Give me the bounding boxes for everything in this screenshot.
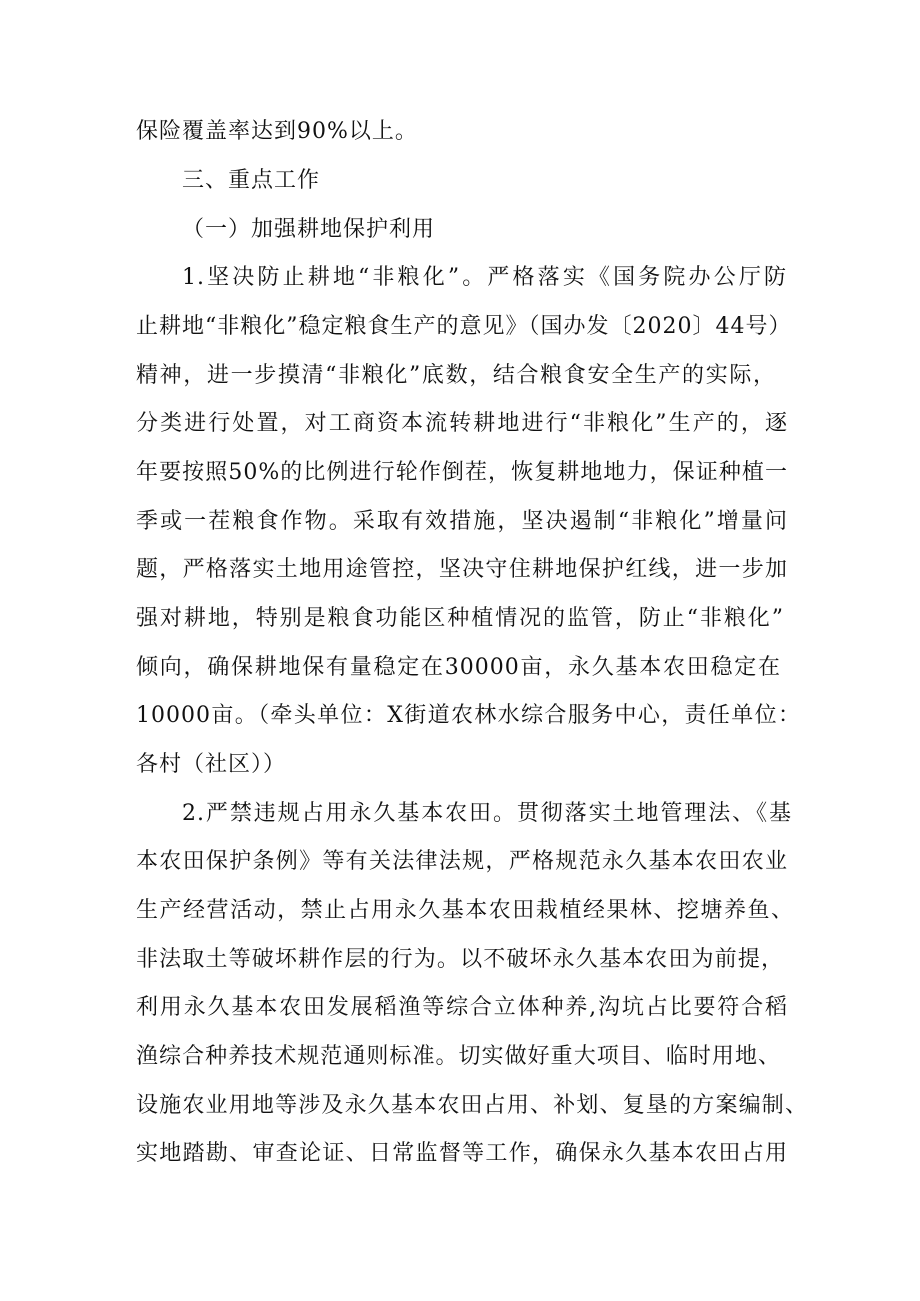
text-line: 精神，进一步摸清“非粮化”底数，结合粮食安全生产的实际， [136, 363, 776, 388]
text-line: 分类进行处置，对工商资本流转耕地进行“非粮化”生产的，逐 [136, 411, 788, 436]
text-line: 倾向，确保耕地保有量稳定在30000亩，永久基本农田稳定在 [136, 655, 781, 680]
text-line: 生产经营活动，禁止占用永久基本农田栽植经果林、挖塘养鱼、 [136, 898, 794, 923]
text-line: 保险覆盖率达到90%以上。 [136, 119, 418, 144]
text-line: 止耕地“非粮化”稳定粮食生产的意见》（国办发〔2020〕44号） [136, 314, 792, 339]
text-line: 年要按照50%的比例进行轮作倒茬，恢复耕地地力，保证种植一 [136, 460, 788, 485]
text-line: 强对耕地，特别是粮食功能区种植情况的监管，防止“非粮化” [136, 606, 784, 631]
subsection-heading: （一）加强耕地保护利用 [182, 217, 436, 242]
text-line: 题，严格落实土地用途管控，坚决守住耕地保护红线，进一步加 [136, 557, 788, 582]
text-line: 设施农业用地等涉及永久基本农田占用、补划、复垦的方案编制、 [136, 1093, 808, 1118]
text-line: 利用永久基本农田发展稻渔等综合立体种养,沟坑占比要符合稻 [136, 995, 788, 1020]
text-line: 渔综合种养技术规范通则标准。切实做好重大项目、临时用地、 [136, 1044, 781, 1069]
text-line: 季或一茬粮食作物。采取有效措施，坚决遏制“非粮化”增量问 [136, 509, 788, 534]
text-line: 2.严禁违规占用永久基本农田。贯彻落实土地管理法、《基 [182, 801, 792, 826]
section-heading: 三、重点工作 [182, 168, 321, 193]
text-line: 各村（社区）） [136, 752, 287, 777]
text-line: 非法取土等破坏耕作层的行为。以不破坏永久基本农田为前提， [136, 947, 784, 972]
text-line: 本农田保护条例》等有关法律法规，严格规范永久基本农田农业 [136, 849, 788, 874]
text-line: 实地踏勘、审查论证、日常监督等工作，确保永久基本农田占用 [136, 1141, 788, 1166]
text-line: 1.坚决防止耕地“非粮化”。严格落实《国务院办公厅防 [182, 265, 787, 290]
text-line: 10000亩。（牵头单位：X街道农林水综合服务中心，责任单位： [136, 703, 801, 728]
